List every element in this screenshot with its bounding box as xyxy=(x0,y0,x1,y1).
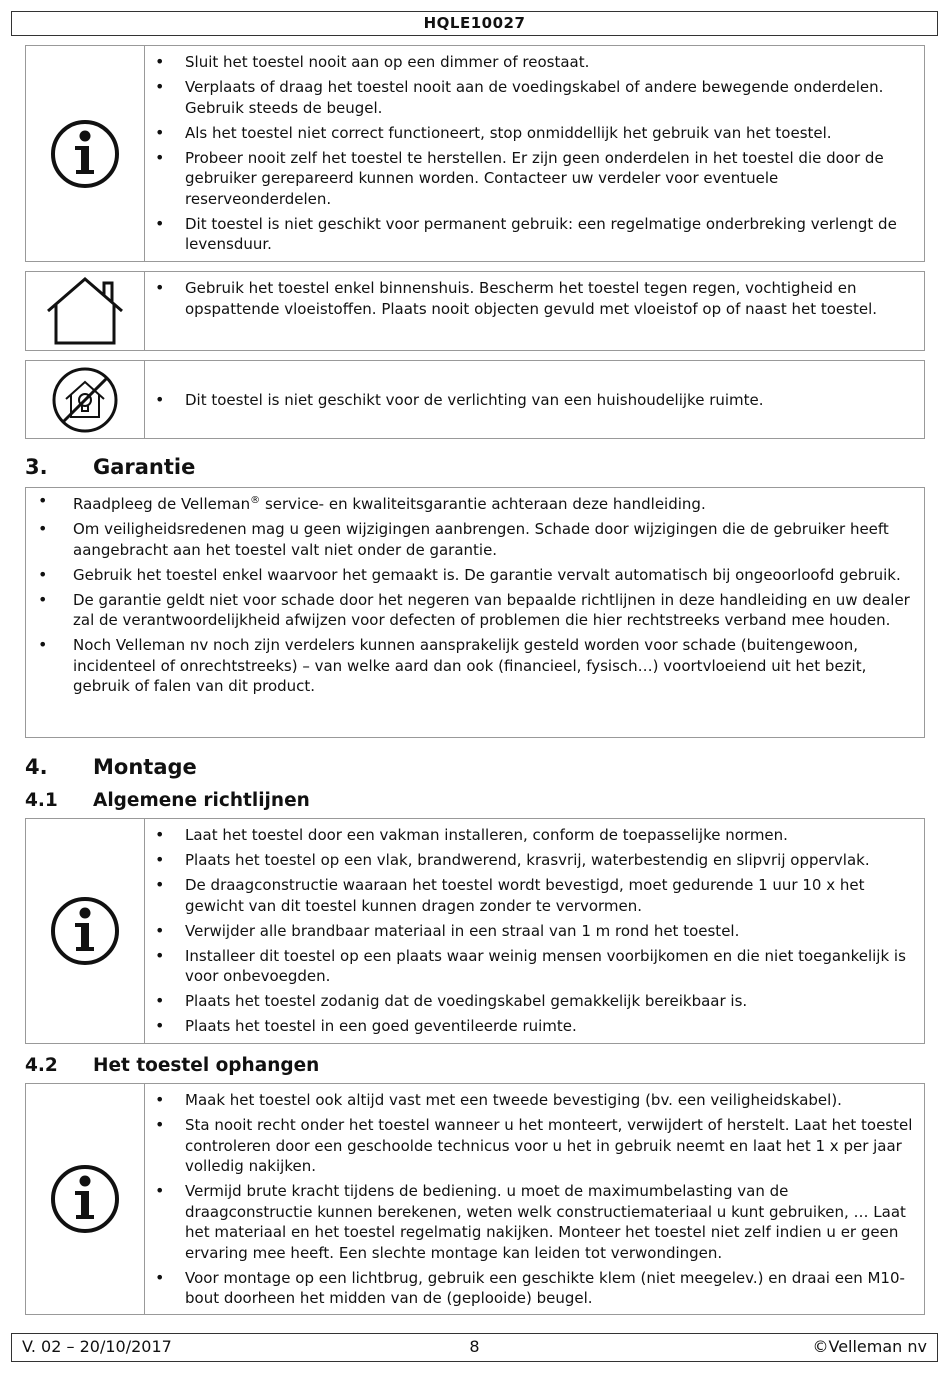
section-heading-garantie: 3. Garantie xyxy=(25,455,196,479)
list-item: • Gebruik het toestel enkel binnenshuis. Bescherm het toestel tegen regen, vochtigheid en opspattende vloeistoffen. Plaats nooit objecten gevuld met vloeistof op of naast het toestel. xyxy=(155,278,916,319)
no-household-lighting-icon xyxy=(50,365,120,435)
household-list xyxy=(155,390,916,411)
section-heading-montage: 4. Montage xyxy=(25,755,197,779)
algemene-richtlijnen-box xyxy=(25,818,925,1044)
info-icon xyxy=(49,118,121,190)
list-item: • Noch Velleman nv noch zijn verdelers kunnen aansprakelijk gesteld worden voor schade (buitengewoon, incidenteel of onrechtstreeks) – van welke aard dan ook (financieel, fysisch…) voortvloeiend uit het bezit, gebruik of falen van dit product. xyxy=(38,635,918,697)
indoor-list xyxy=(155,278,916,319)
list-item: • Plaats het toestel zodanig dat de voedingskabel gemakkelijk bereikbaar is. xyxy=(155,991,916,1012)
document-footer xyxy=(11,1333,938,1362)
list-item: • Plaats het toestel op een vlak, brandwerend, krasvrij, waterbestendig en slipvrij oppervlak. xyxy=(155,850,916,871)
list-item: • Voor montage op een lichtbrug, gebruik een geschikte klem (niet meegelev.) en draai een M10-bout doorheen het midden van de (geplooide) beugel. xyxy=(155,1268,916,1309)
list-item: • De draagconstructie waaraan het toestel wordt bevestigd, moet gedurende 1 uur 10 x het gewicht van dit toestel kunnen dragen zonder te vervormen. xyxy=(155,875,916,916)
household-lighting-box xyxy=(25,360,925,439)
info-icon xyxy=(49,895,121,967)
copyright: ©Velleman nv xyxy=(812,1337,927,1356)
list-item: • Sluit het toestel nooit aan op een dimmer of reostaat. xyxy=(155,52,916,73)
safety-list xyxy=(155,52,916,255)
document-model-title: HQLE10027 xyxy=(423,14,526,32)
info-icon xyxy=(49,1163,121,1235)
version-date: V. 02 – 20/10/2017 xyxy=(22,1337,172,1356)
list-item: • Laat het toestel door een vakman installeren, conform de toepasselijke normen. xyxy=(155,825,916,846)
toestel-ophangen-box xyxy=(25,1083,925,1315)
list-item: • Raadpleeg de Velleman® service- en kwaliteitsgarantie achteraan deze handleiding. xyxy=(38,491,918,515)
list-item: • Om veiligheidsredenen mag u geen wijzigingen aanbrengen. Schade door wijzigingen die de gebruiker heeft aangebracht aan het toestel valt niet onder de garantie. xyxy=(38,519,918,560)
ophangen-list xyxy=(155,1090,916,1309)
garantie-box xyxy=(25,487,925,738)
list-item: • Sta nooit recht onder het toestel wanneer u het monteert, verwijdert of herstelt. Laat het toestel controleren door een geschoolde technicus voor u het in gebruik neemt en laat het 1 x per jaar volledig nakijken. xyxy=(155,1115,916,1177)
list-item: • De garantie geldt niet voor schade door het negeren van bepaalde richtlijnen in deze handleiding en uw dealer zal de verantwoordelijkheid afwijzen voor defecten of problemen die hier rechtstreeks verband mee houden. xyxy=(38,590,918,631)
subsection-heading-toestel-ophangen: 4.2 Het toestel ophangen xyxy=(25,1055,320,1076)
list-item: • Vermijd brute kracht tijdens de bediening. u moet de maximumbelasting van de draagconstructie kunnen berekenen, weten welk constructiemateriaal u kunt gebruiken, … Laat het materiaal en het toestel regelmatig nakijken. Monteer het toestel niet zelf indien u er geen ervaring mee heeft. Een slechte montage kan leiden tot verwondingen. xyxy=(155,1181,916,1263)
richtlijnen-list xyxy=(155,825,916,1037)
subsection-heading-algemene-richtlijnen: 4.1 Algemene richtlijnen xyxy=(25,790,310,811)
list-item: • Als het toestel niet correct functioneert, stop onmiddellijk het gebruik van het toestel. xyxy=(155,123,916,144)
list-item: • Maak het toestel ook altijd vast met een tweede bevestiging (bv. een veiligheidskabel). xyxy=(155,1090,916,1111)
list-item: • Verplaats of draag het toestel nooit aan de voedingskabel of andere bewegende onderdelen. Gebruik steeds de beugel. xyxy=(155,77,916,118)
list-item: • Plaats het toestel in een goed geventileerde ruimte. xyxy=(155,1016,916,1037)
document-header xyxy=(11,11,938,36)
garantie-list xyxy=(38,491,918,697)
list-item: • Gebruik het toestel enkel waarvoor het gemaakt is. De garantie vervalt automatisch bij ongeoorloofd gebruik. xyxy=(38,565,918,586)
list-item: • Probeer nooit zelf het toestel te herstellen. Er zijn geen onderdelen in het toestel die door de gebruiker gerepareerd kunnen worden. Contacteer uw verdeler voor eventuele reserveonderdelen. xyxy=(155,148,916,210)
house-indoor-icon xyxy=(42,275,128,347)
indoor-use-box xyxy=(25,271,925,351)
list-item: • Dit toestel is niet geschikt voor permanent gebruik: een regelmatige onderbreking verlengt de levensduur. xyxy=(155,214,916,255)
list-item: • Dit toestel is niet geschikt voor de verlichting van een huishoudelijke ruimte. xyxy=(155,390,916,411)
page-number: 8 xyxy=(469,1337,480,1356)
safety-box-info xyxy=(25,45,925,262)
list-item: • Installeer dit toestel op een plaats waar weinig mensen voorbijkomen en die niet toegankelijk is voor onbevoegden. xyxy=(155,946,916,987)
list-item: • Verwijder alle brandbaar materiaal in een straal van 1 m rond het toestel. xyxy=(155,921,916,942)
